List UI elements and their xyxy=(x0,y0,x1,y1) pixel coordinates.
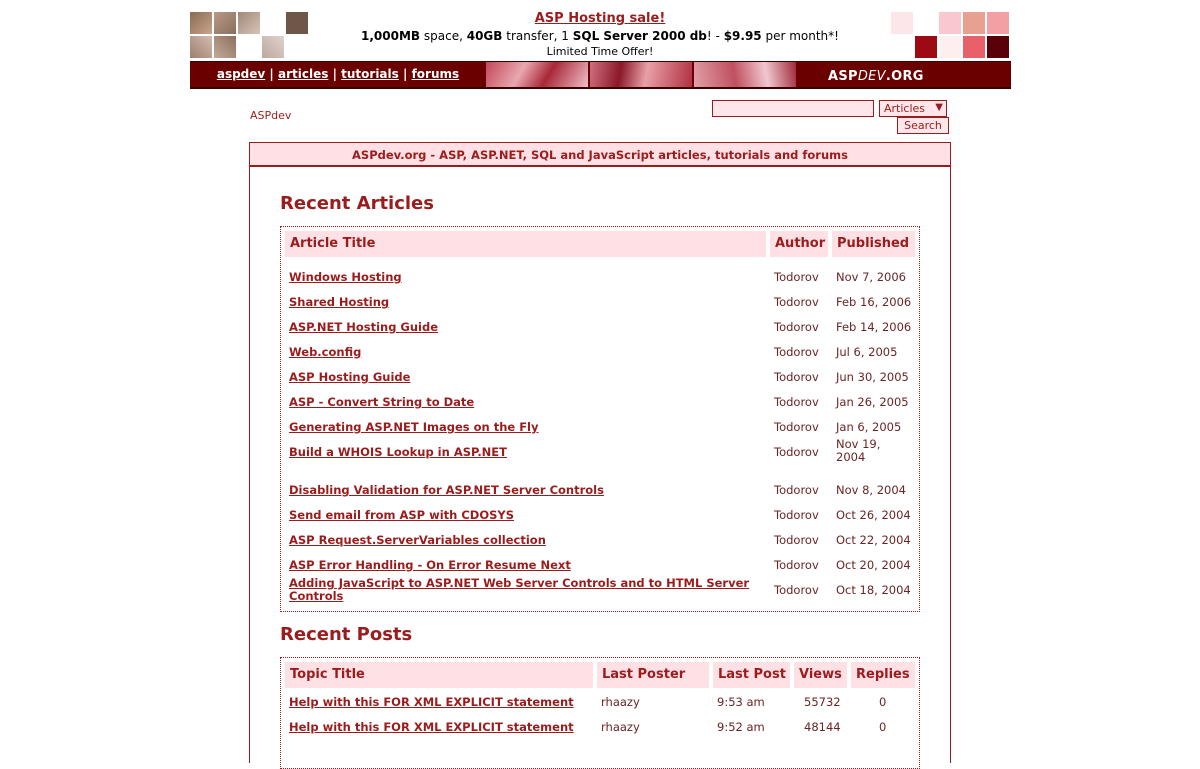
post-views: 55732 xyxy=(804,695,841,709)
breadcrumb: ASPdev xyxy=(250,109,292,122)
article-title-link[interactable]: Generating ASP.NET Images on the Fly xyxy=(289,420,539,434)
hosting-promo xyxy=(340,10,860,60)
header-color-tile xyxy=(891,12,913,34)
article-published-date: Nov 19, 2004 xyxy=(836,437,881,464)
column-header-last-poster: Last Poster xyxy=(597,662,709,688)
search-input[interactable] xyxy=(712,100,874,117)
column-header-author: Author xyxy=(770,231,828,257)
article-title-link[interactable]: Adding JavaScript to ASP.NET Web Server Controls and to HTML Server Controls xyxy=(289,576,750,603)
recent-articles-heading: Recent Articles xyxy=(280,193,434,214)
post-last-time: 9:53 am xyxy=(717,695,765,709)
nav-photo xyxy=(486,62,588,87)
post-last-time: 9:52 am xyxy=(717,720,765,734)
article-title-link[interactable]: ASP Request.ServerVariables collection xyxy=(289,533,546,547)
promo-offer: Limited Time Offer! xyxy=(546,45,654,58)
article-author: Todorov xyxy=(774,295,819,309)
chevron-down-icon: ▼ xyxy=(935,102,943,113)
article-author: Todorov xyxy=(774,370,819,384)
site-logo: ASPDEV.ORG xyxy=(828,69,924,84)
nav-link-forums[interactable]: forums xyxy=(411,67,460,81)
article-published-date: Jul 6, 2005 xyxy=(836,345,898,359)
article-published-date: Nov 8, 2004 xyxy=(836,483,906,497)
article-author: Todorov xyxy=(774,483,819,497)
column-header-last-post: Last Post xyxy=(713,662,790,688)
article-author: Todorov xyxy=(774,395,819,409)
article-published-date: Jan 6, 2005 xyxy=(836,420,902,434)
header-photo-tile xyxy=(238,12,260,34)
column-header-topic-title: Topic Title xyxy=(285,662,593,688)
header-photo-tile xyxy=(190,36,212,58)
search-scope-select[interactable] xyxy=(879,100,947,117)
nav-link-articles[interactable]: articles xyxy=(278,67,329,81)
nav-photo xyxy=(694,62,796,87)
article-published-date: Oct 22, 2004 xyxy=(836,533,911,547)
article-title-link[interactable]: Send email from ASP with CDOSYS xyxy=(289,508,515,522)
header-photo-tile xyxy=(214,12,236,34)
nav-photo-strip xyxy=(486,62,799,87)
recent-posts-table xyxy=(280,657,920,769)
header-color-tile xyxy=(987,12,1009,34)
article-author: Todorov xyxy=(774,445,819,459)
nav-separator: | xyxy=(332,67,337,81)
article-author: Todorov xyxy=(774,583,819,597)
article-author: Todorov xyxy=(774,320,819,334)
article-title-link[interactable]: ASP Error Handling - On Error Resume Next xyxy=(289,558,571,572)
article-author: Todorov xyxy=(774,508,819,522)
main-content xyxy=(249,142,951,763)
nav-link-aspdev[interactable]: aspdev xyxy=(216,67,266,81)
article-author: Todorov xyxy=(774,420,819,434)
header-photo-tile xyxy=(286,12,308,34)
header-color-tile xyxy=(915,36,937,58)
post-last-poster: rhaazy xyxy=(601,695,640,709)
site-tagline-banner: ASPdev.org - ASP, ASP.NET, SQL and JavaScript articles, tutorials and forums xyxy=(250,143,950,167)
header-photo-tile xyxy=(214,36,236,58)
header-color-tile xyxy=(963,36,985,58)
article-title-link[interactable]: Web.config xyxy=(289,345,362,359)
article-published-date: Oct 20, 2004 xyxy=(836,558,911,572)
header-color-tile xyxy=(963,12,985,34)
article-published-date: Feb 16, 2006 xyxy=(836,295,912,309)
promo-details: 1,000MB space, 40GB transfer, 1 SQL Server 2000 db! - $9.95 per month*! xyxy=(361,29,839,43)
article-title-link[interactable]: ASP - Convert String to Date xyxy=(289,395,475,409)
recent-posts-heading: Recent Posts xyxy=(280,624,413,645)
post-last-poster: rhaazy xyxy=(601,720,640,734)
article-title-link[interactable]: Build a WHOIS Lookup in ASP.NET xyxy=(289,445,508,459)
article-published-date: Oct 26, 2004 xyxy=(836,508,911,522)
promo-headline-link[interactable]: ASP Hosting sale! xyxy=(534,11,666,26)
header-photo-tile xyxy=(262,36,284,58)
article-author: Todorov xyxy=(774,533,819,547)
header xyxy=(190,10,1011,62)
article-published-date: Nov 7, 2006 xyxy=(836,270,906,284)
header-color-tile xyxy=(987,36,1009,58)
main-navigation xyxy=(190,61,1011,89)
nav-separator: | xyxy=(269,67,274,81)
header-color-tile xyxy=(939,12,961,34)
header-color-tile xyxy=(939,36,961,58)
post-replies: 0 xyxy=(879,720,887,734)
search-button[interactable]: Search xyxy=(897,117,949,134)
article-title-link[interactable]: Windows Hosting xyxy=(289,270,402,284)
recent-articles-table xyxy=(280,226,920,612)
column-header-views: Views xyxy=(794,662,847,688)
header-photo-tile xyxy=(190,12,212,34)
article-published-date: Oct 18, 2004 xyxy=(836,583,911,597)
article-published-date: Jun 30, 2005 xyxy=(836,370,909,384)
article-published-date: Feb 14, 2006 xyxy=(836,320,912,334)
nav-separator: | xyxy=(402,67,408,81)
post-views: 48144 xyxy=(804,720,841,734)
article-published-date: Jan 26, 2005 xyxy=(836,395,909,409)
column-header-article-title: Article Title xyxy=(285,231,766,257)
post-replies: 0 xyxy=(879,695,887,709)
article-author: Todorov xyxy=(774,558,819,572)
search-scope-value: Articles xyxy=(884,102,926,115)
article-author: Todorov xyxy=(774,345,819,359)
nav-photo xyxy=(590,62,692,87)
article-title-link[interactable]: ASP.NET Hosting Guide xyxy=(289,320,439,334)
article-title-link[interactable]: Shared Hosting xyxy=(289,295,390,309)
post-topic-link[interactable]: Help with this FOR XML EXPLICIT statement xyxy=(289,720,574,734)
nav-link-tutorials[interactable]: tutorials xyxy=(341,67,399,81)
article-author: Todorov xyxy=(774,270,819,284)
article-title-link[interactable]: ASP Hosting Guide xyxy=(289,370,411,384)
nav-links xyxy=(190,62,486,87)
post-topic-link[interactable]: Help with this FOR XML EXPLICIT statement xyxy=(289,695,574,709)
column-header-replies: Replies xyxy=(851,662,915,688)
article-title-link[interactable]: Disabling Validation for ASP.NET Server Controls xyxy=(289,483,604,497)
column-header-published: Published xyxy=(832,231,915,257)
